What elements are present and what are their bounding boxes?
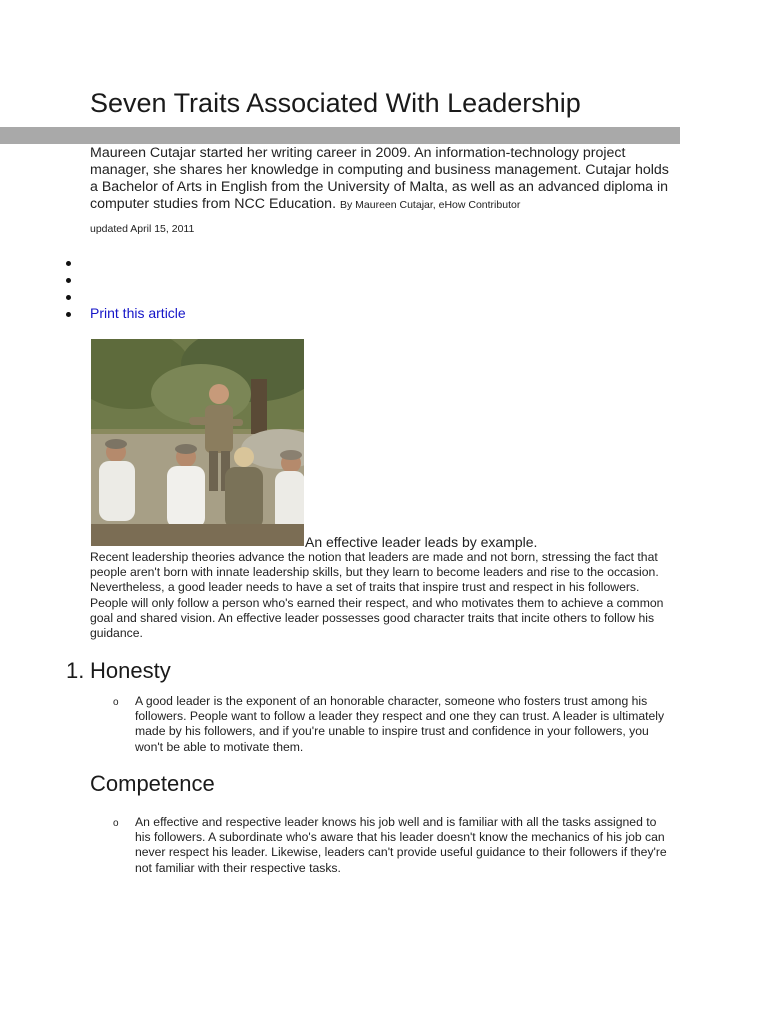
bullet-icon	[66, 295, 71, 300]
section-text-honesty: A good leader is the exponent of an honorable character, someone who fosters trust among his followers. People want to follow a leader they respect and one they can trust. A leader is ultimately made by his followers, and if you're unable to inspire trust and confidence in your followers, you won't be able to motivate them.	[135, 694, 665, 754]
image-caption: An effective leader leads by example.	[305, 534, 538, 550]
section-heading-honesty: Honesty	[90, 658, 171, 683]
bullet-icon	[66, 261, 71, 266]
sub-bullet-icon: o	[113, 697, 119, 708]
print-article-link[interactable]: Print this article	[90, 305, 186, 321]
updated-date: updated April 15, 2011	[90, 223, 195, 235]
sub-bullet-icon: o	[113, 818, 119, 829]
section-number: 1.	[66, 658, 85, 683]
bullet-icon	[66, 278, 71, 283]
section-heading-competence: Competence	[90, 771, 215, 796]
leader-photo-illustration	[91, 339, 304, 546]
article-intro: Recent leadership theories advance the notion that leaders are made and not born, stressing the fact that people aren't born with innate leadership skills, but they learn to become leaders and rise to the occasion. Nevertheless, a good leader needs to have a set of traits that inspire trust and respect in his followers. People will only follow a person who's earned their respect, and who motivates them to achieve a common goal and shared vision. An effective leader possesses good character traits that incite others to follow his guidance.	[90, 550, 664, 641]
leader-photo	[91, 339, 304, 546]
author-byline: By Maureen Cutajar, eHow Contributor	[339, 199, 521, 211]
section-text-competence: An effective and respective leader knows his job well and is familiar with all the tasks assigned to his followers. A subordinate who's aware that his leader doesn't know the mechanics of his job can never respect his leader. Likewise, leaders can't provide useful guidance to their followers if they're not familiar with their respective tasks.	[135, 815, 667, 875]
article-title: Seven Traits Associated With Leadership	[90, 88, 581, 118]
author-bio-text: Maureen Cutajar started her writing career in 2009. An information-technology project manager, she shares her knowledge in computing and business management. Cutajar holds a Bachelor of Arts in English from the University of Malta, as well as an advanced diploma in computer studies from NCC Education.	[90, 145, 669, 212]
title-divider	[0, 127, 680, 144]
bullet-icon	[66, 312, 71, 317]
author-bio	[90, 145, 680, 214]
